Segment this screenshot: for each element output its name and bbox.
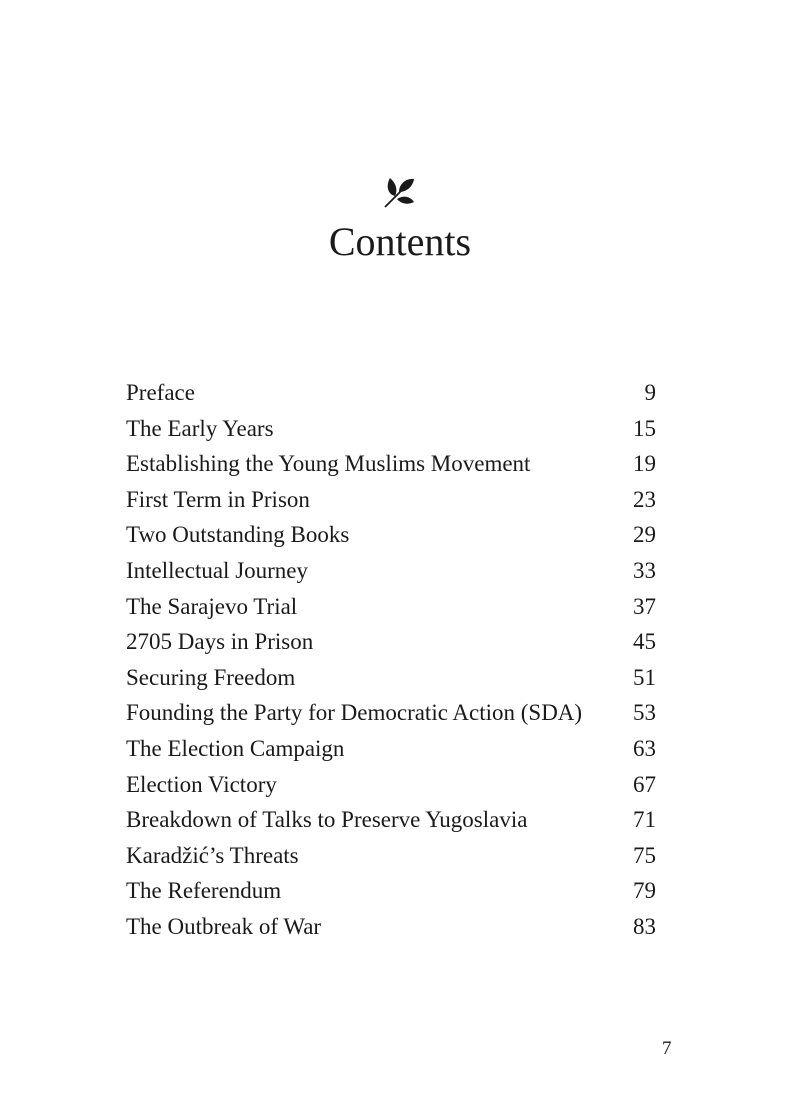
toc-entry-title: The Election Campaign (126, 735, 345, 761)
toc-entry-page: 79 (633, 878, 656, 904)
toc-entry-title: Establishing the Young Muslims Movement (126, 451, 531, 477)
toc-entry-title: The Early Years (126, 415, 274, 441)
toc-entry[interactable] (126, 553, 656, 589)
toc-entry[interactable] (126, 695, 656, 731)
toc-entry-page: 67 (633, 771, 656, 797)
toc-entry-page: 33 (633, 557, 656, 583)
toc-entry-page: 23 (633, 486, 656, 512)
toc-entry[interactable] (126, 767, 656, 803)
toc-entry-page: 83 (633, 913, 656, 939)
page-number: 7 (662, 1038, 672, 1059)
toc-entry-title: 2705 Days in Prison (126, 629, 314, 655)
toc-entry[interactable] (126, 375, 656, 411)
toc-entry-page: 37 (633, 593, 656, 619)
toc-entry-page: 19 (633, 451, 656, 477)
toc-entry-page: 15 (633, 415, 656, 441)
toc-entry[interactable] (126, 624, 656, 660)
toc-entry-title: The Outbreak of War (126, 913, 322, 939)
toc-entry-page: 75 (633, 842, 656, 868)
toc-entry-title: Karadžić’s Threats (126, 842, 299, 868)
toc-entry[interactable] (126, 446, 656, 482)
toc-entry-title: The Sarajevo Trial (126, 593, 298, 619)
toc-entry[interactable] (126, 411, 656, 447)
toc-entry-title: Founding the Party for Democratic Action (SDA) (126, 700, 583, 726)
table-of-contents (126, 375, 656, 945)
toc-entry-title: Breakdown of Talks to Preserve Yugoslavia (126, 807, 528, 833)
toc-entry-page: 45 (633, 629, 656, 655)
leaf-icon (381, 174, 417, 210)
toc-entry-page: 71 (633, 807, 656, 833)
toc-entry-title: Intellectual Journey (126, 557, 309, 583)
toc-entry[interactable] (126, 802, 656, 838)
toc-entry[interactable] (126, 517, 656, 553)
toc-entry[interactable] (126, 660, 656, 696)
toc-entry-title: Preface (126, 380, 195, 405)
toc-entry[interactable] (126, 731, 656, 767)
toc-entry-page: 9 (644, 380, 656, 405)
toc-entry[interactable] (126, 873, 656, 909)
toc-entry-page: 29 (633, 522, 656, 548)
page-title: Contents (328, 219, 472, 264)
toc-entry-title: Securing Freedom (126, 664, 296, 690)
toc-entry-title: Two Outstanding Books (126, 522, 350, 548)
toc-entry-title: The Referendum (126, 878, 282, 904)
toc-entry[interactable] (126, 909, 656, 945)
toc-entry[interactable] (126, 589, 656, 625)
toc-entry-page: 53 (633, 700, 656, 726)
toc-entry[interactable] (126, 482, 656, 518)
toc-entry-title: First Term in Prison (126, 486, 310, 512)
toc-entry-title: Election Victory (126, 771, 277, 797)
toc-entry-page: 63 (633, 735, 656, 761)
toc-entry[interactable] (126, 838, 656, 874)
toc-entry-page: 51 (633, 664, 656, 690)
